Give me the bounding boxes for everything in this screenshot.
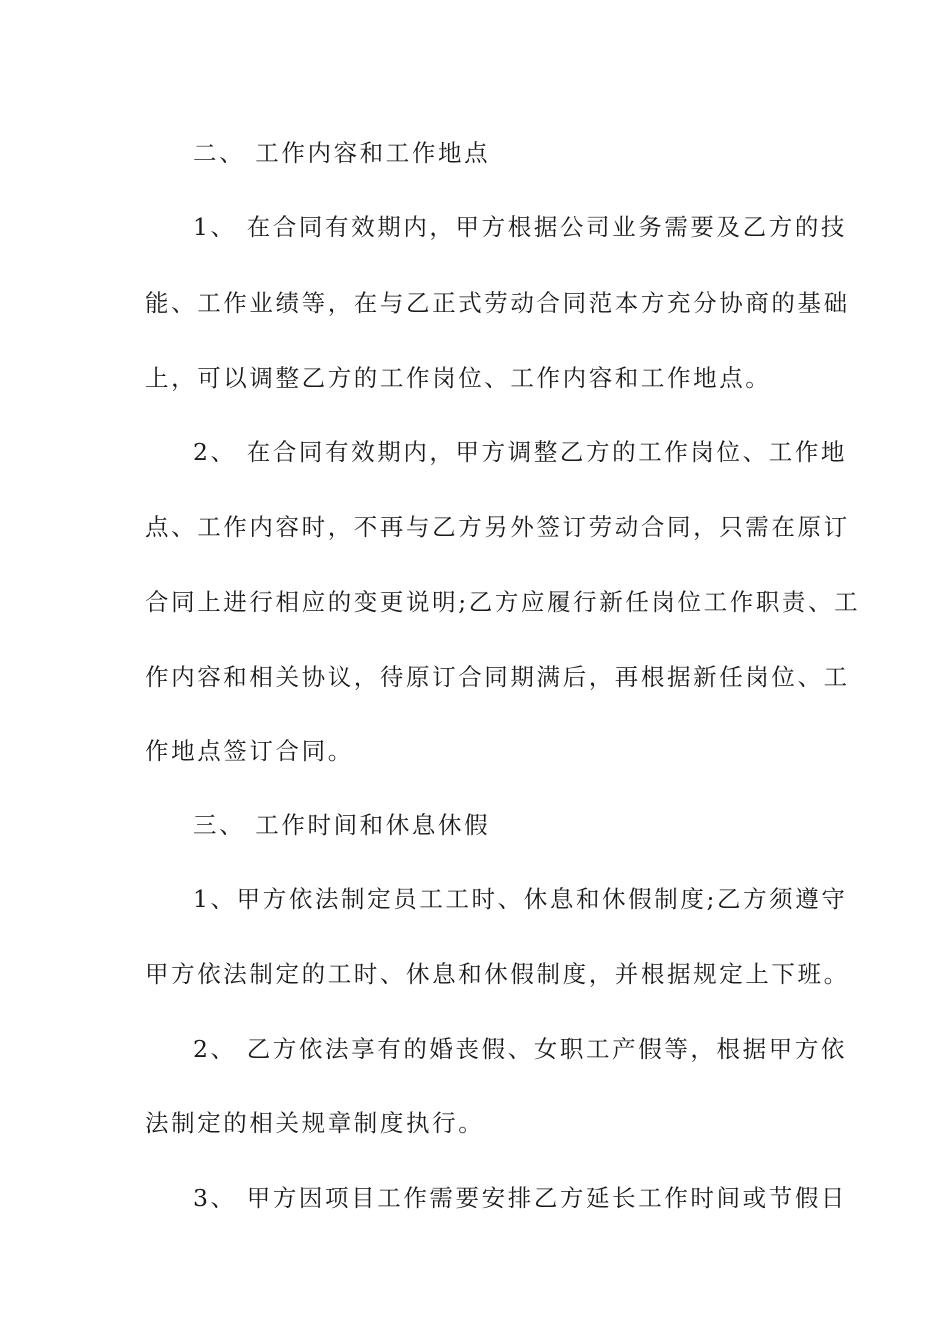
paragraph-line: 2、 乙方依法享有的婚丧假、女职工产假等，根据甲方依: [193, 1035, 848, 1063]
paragraph-line: 上，可以调整乙方的工作岗位、工作内容和工作地点。: [145, 364, 772, 392]
paragraph-line: 能、工作业绩等，在与乙正式劳动合同范本方充分协商的基础: [145, 289, 850, 317]
paragraph-line: 点、工作内容时，不再与乙方另外签订劳动合同，只需在原订: [145, 513, 850, 541]
paragraph-line: 2、 在合同有效期内，甲方调整乙方的工作岗位、工作地: [193, 438, 848, 466]
paragraph-line: 甲方依法制定的工时、休息和休假制度，并根据规定上下班。: [145, 960, 850, 988]
section-heading-work-content: 二、 工作内容和工作地点: [193, 139, 491, 167]
paragraph-line: 1、甲方依法制定员工工时、休息和休假制度;乙方须遵守: [193, 885, 848, 913]
paragraph-line: 1、 在合同有效期内，甲方根据公司业务需要及乙方的技: [193, 213, 848, 241]
paragraph-line: 作内容和相关协议，待原订合同期满后，再根据新任岗位、工: [145, 663, 850, 691]
paragraph-line: 3、 甲方因项目工作需要安排乙方延长工作时间或节假日: [193, 1184, 848, 1212]
section-heading-work-hours: 三、 工作时间和休息休假: [193, 811, 491, 839]
paragraph-line: 合同上进行相应的变更说明;乙方应履行新任岗位工作职责、工: [145, 588, 861, 616]
paragraph-line: 作地点签订合同。: [145, 737, 354, 765]
paragraph-line: 法制定的相关规章制度执行。: [145, 1109, 485, 1137]
